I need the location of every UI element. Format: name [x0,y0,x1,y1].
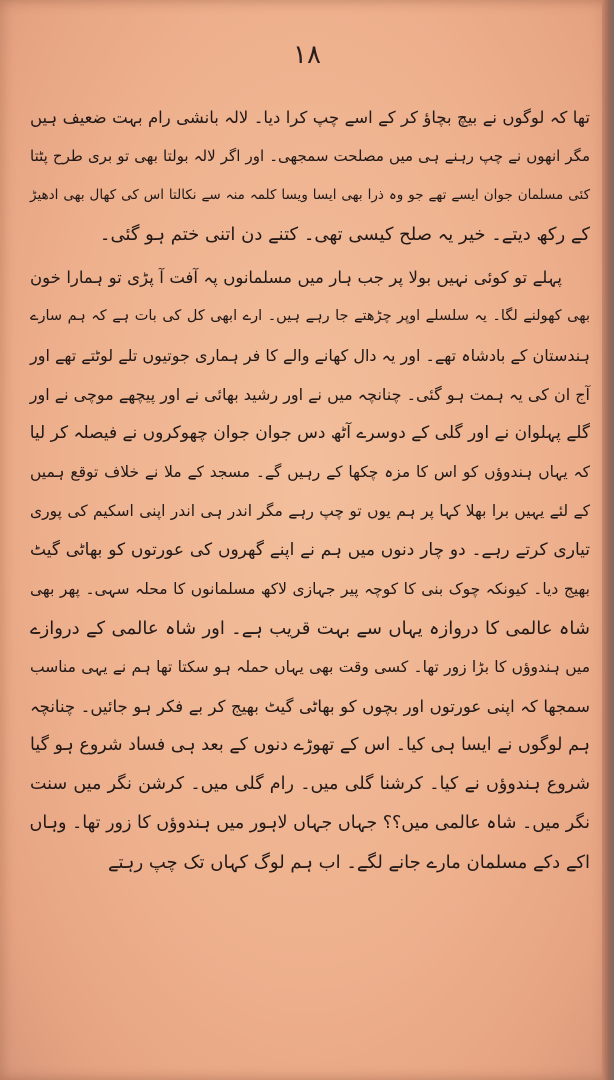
text-line: مگر انھوں نے چپ رہنے ہی میں مصلحت سمجھی۔ اور اگر لالہ بولتا بھی تو بری طرح پٹتا [30,147,590,165]
page-number: ۱۸ [293,40,321,70]
text-line: کہ یہاں ہندوؤں کو اس کا مزہ چکھا کے رہیں گے۔ مسجد کے ملا نے خلاف توقع ہمیں [30,463,590,481]
text-line: تیاری کرتے رہے۔ دو چار دنوں میں ہم نے اپنے گھروں کی عورتوں کو بھاٹی گیٹ [30,540,590,560]
text-line: بھیج دیا۔ کیونکہ چوک بنی کا کوچہ پیر جہازی لاکھ مسلمانوں کا محلہ سہی۔ پھر بھی [30,580,590,598]
text-line: اکے دکے مسلمان مارے جانے لگے۔ اب ہم لوگ کہاں تک چپ رہتے [107,852,590,873]
text-line: کے لئے یہیں برا بھلا کہا پر ہم یوں تو چپ رہے مگر اندر ہی اندر اپنی اسکیم کی پوری [30,502,590,520]
text-line: گلے پہلوان نے اور گلی کے دوسرے آٹھ دس جوان جوان چھوکروں نے فیصلہ کر لیا [29,423,590,443]
text-line: نگر میں۔ شاہ عالمی میں؟؟ جہاں جہاں لاہور میں ہندوؤں کا زور تھا۔ وہاں [29,813,590,833]
text-line: تھا کہ لوگوں نے بیچ بچاؤ کر کے اسے چپ کرا دیا۔ لالہ بانشی رام بہت ضعیف ہیں [30,108,590,127]
body-text [30,98,590,882]
text-line: کئی مسلمان جوان ایسے تھے جو وہ ذرا بھی ایسا ویسا کلمہ منہ سے نکالتا اس کی کھال بھی ادھیڑ [30,187,590,203]
text-line: سمجھا کہ اپنی عورتوں اور بچوں کو بھاٹی گیٹ بھیج کر بے فکر ہو جائیں۔ چنانچہ [30,697,590,716]
text-line: شاہ عالمی کا دروازہ یہاں سے بہت قریب ہے۔ اور شاہ عالمی کے دروازے [30,618,590,639]
text-line: میں ہندوؤں کا بڑا زور تھا۔ کسی وقت بھی یہاں حملہ ہو سکتا تھا ہم نے یہی مناسب [30,658,590,676]
text-line: ہندستان کے بادشاہ تھے۔ اور یہ دال کھانے والے کا فر ہماری جوتیوں تلے لوٹتے تھے اور [30,346,590,365]
text-line: کے رکھ دیتے۔ خیر یہ صلح کیسی تھی۔ کتنے دن اتنی ختم ہو گئی۔ [99,224,590,245]
text-line: بھی کھولنے لگا۔ یہ سلسلے اوپر چڑھتے جا رہے ہیں۔ ارے ابھی کل کی بات ہے کہ ہم سارے [30,308,590,324]
page-edge-shadow [602,0,614,1080]
text-line: ہم لوگوں نے ایسا ہی کیا۔ اس کے تھوڑے دنوں کے بعد ہی فساد شروع ہو گیا [30,735,590,755]
text-line: پہلے تو کوئی نہیں بولا پر جب ہار میں مسلمانوں پہ آفت آ پڑی تو ہمارا خون [30,268,562,287]
text-line: شروع ہندوؤں نے کیا۔ کرشنا گلی میں۔ رام گلی میں۔ کرشن نگر میں سنت [30,774,590,794]
text-line: آج ان کی یہ ہمت ہو گئی۔ چنانچہ میں نے اور رشید بھائی نے اور پیچھے موچی نے اور [29,385,590,404]
